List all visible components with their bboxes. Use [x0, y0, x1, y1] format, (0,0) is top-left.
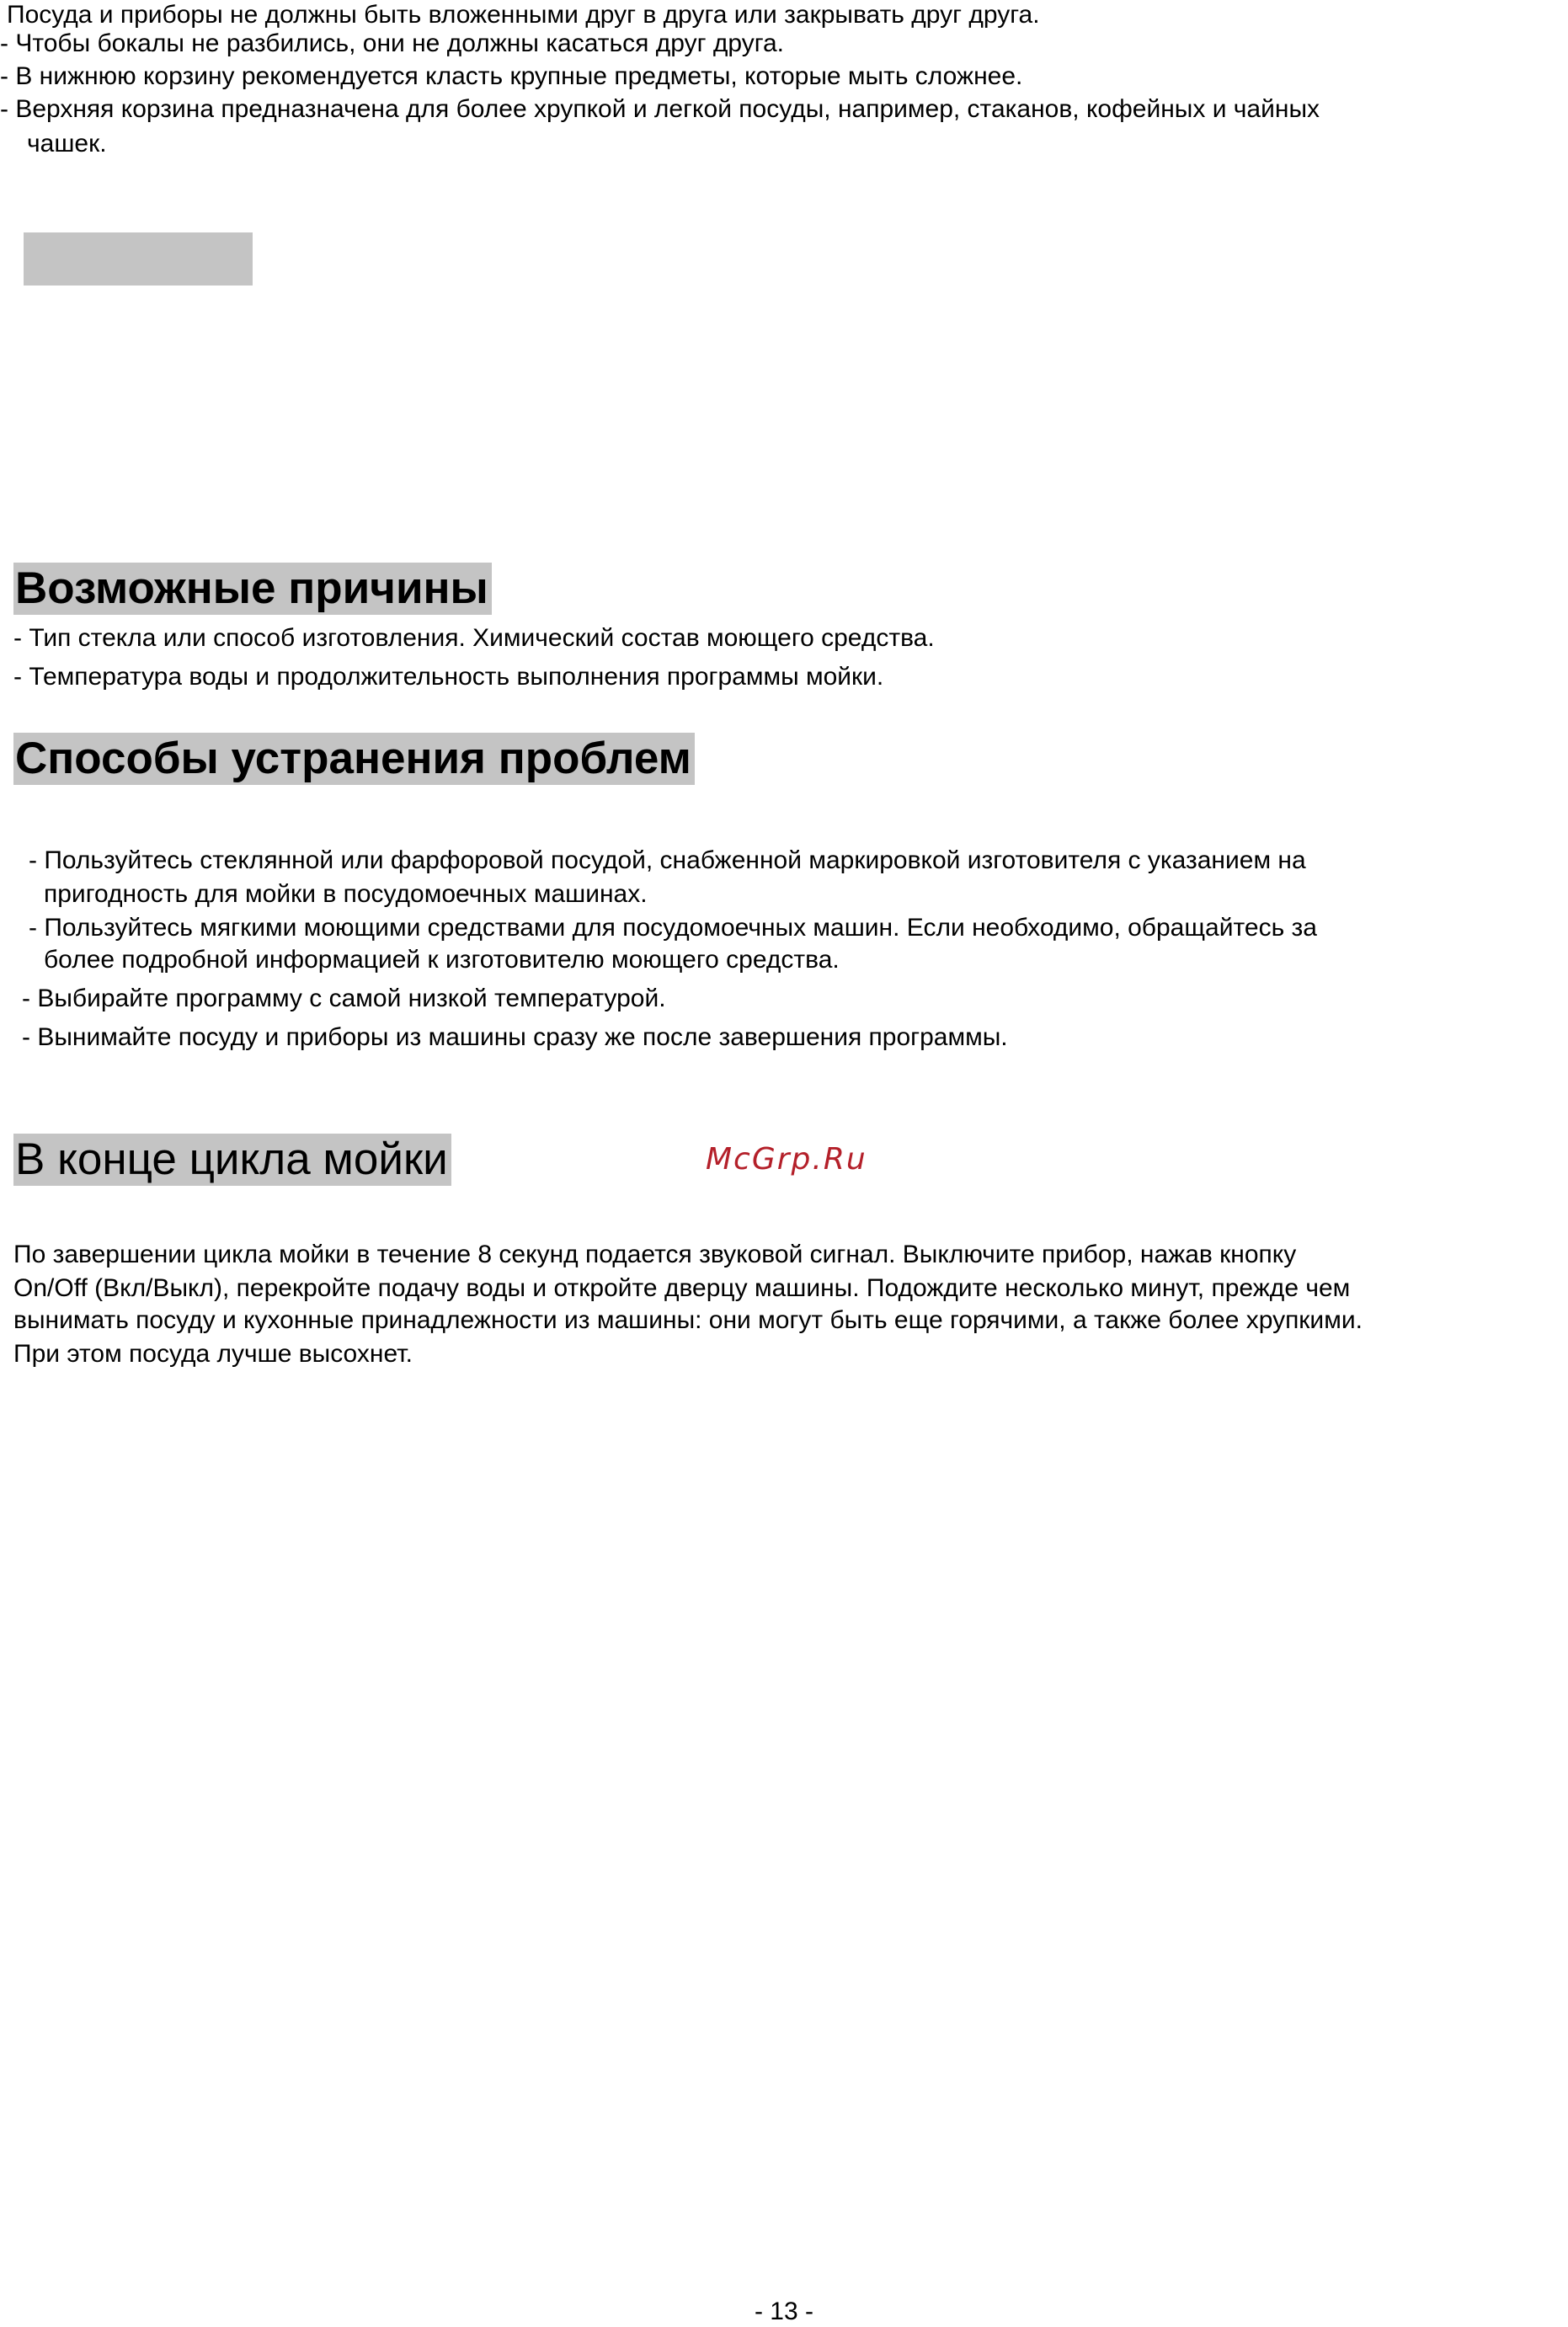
- causes-heading: Возможные причины: [13, 563, 492, 615]
- causes-line: - Температура воды и продолжительность выполнения программы мойки.: [13, 663, 884, 691]
- intro-bullet: - Верхняя корзина предназначена для более хрупкой и легкой посуды, например, стаканов, кофейных и чайных: [0, 95, 1320, 123]
- solution-item-continuation: более подробной информацией к изготовителю моющего средства.: [44, 946, 840, 974]
- intro-line: Посуда и приборы не должны быть вложенными друг в друга или закрывать друг друга.: [7, 1, 1040, 29]
- end-of-cycle-line: вынимать посуду и кухонные принадлежности из машины: они могут быть еще горячими, а также более хрупкими.: [13, 1306, 1363, 1334]
- end-of-cycle-line: По завершении цикла мойки в течение 8 секунд подается звуковой сигнал. Выключите прибор, нажав кнопку: [13, 1241, 1297, 1268]
- solution-item: - Вынимайте посуду и приборы из машины сразу же после завершения программы.: [22, 1023, 1008, 1051]
- solution-item-continuation: пригодность для мойки в посудомоечных машинах.: [44, 880, 648, 908]
- intro-bullet: - В нижнюю корзину рекомендуется класть крупные предметы, которые мыть сложнее.: [0, 62, 1023, 90]
- solution-item: - Пользуйтесь мягкими моющими средствами для посудомоечных машин. Если необходимо, обращайтесь за: [29, 914, 1317, 942]
- intro-bullet-continuation: чашек.: [27, 130, 107, 157]
- intro-bullet: - Чтобы бокалы не разбились, они не должны касаться друг друга.: [0, 29, 784, 57]
- solution-item: - Выбирайте программу с самой низкой температурой.: [22, 985, 666, 1012]
- solutions-heading: Способы устранения проблем: [13, 733, 695, 785]
- end-of-cycle-line: При этом посуда лучше высохнет.: [13, 1340, 413, 1368]
- page-number: - 13 -: [754, 2298, 814, 2325]
- solution-item: - Пользуйтесь стеклянной или фарфоровой посудой, снабженной маркировкой изготовителя с указанием на: [29, 846, 1306, 874]
- causes-line: - Тип стекла или способ изготовления. Химический состав моющего средства.: [13, 624, 935, 652]
- grey-placeholder-block: [24, 232, 253, 286]
- end-of-cycle-heading: В конце цикла мойки: [13, 1134, 451, 1186]
- end-of-cycle-line: On/Off (Вкл/Выкл), перекройте подачу воды и откройте дверцу машины. Подождите несколько минут, прежде чем: [13, 1274, 1351, 1302]
- watermark-logo: McGrp.Ru: [706, 1142, 867, 1177]
